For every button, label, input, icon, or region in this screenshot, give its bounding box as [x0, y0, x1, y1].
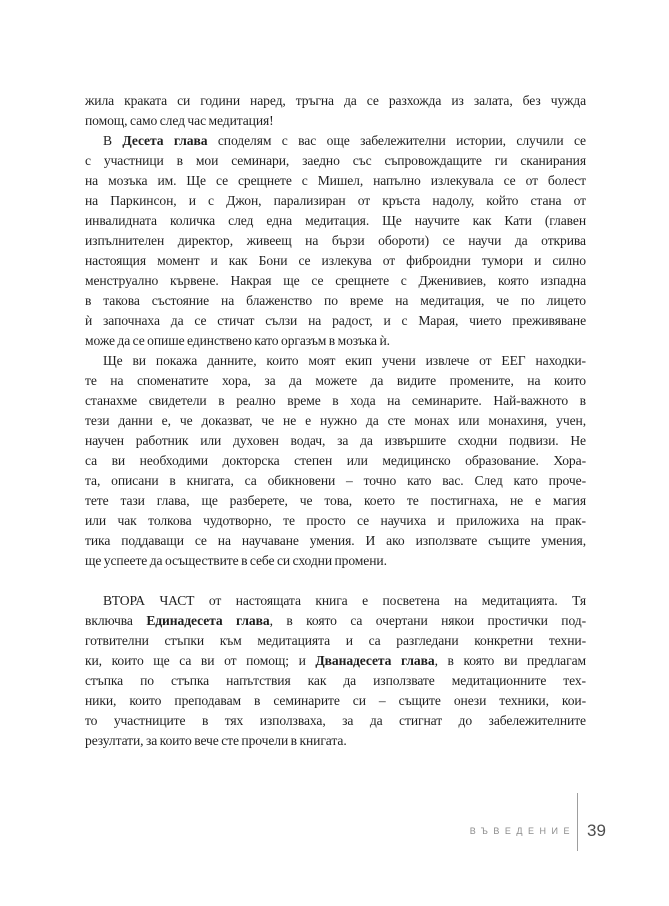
text-line — [85, 231, 586, 251]
text-line — [85, 651, 586, 671]
body-text: менструално кървене. Накрая ще се срещнете с Дженивиев, която изпадна — [85, 273, 586, 288]
text-line — [85, 511, 586, 531]
text-line — [85, 291, 586, 311]
page-number: 39 — [587, 821, 606, 840]
body-text: или чак толкова чудотворно, те просто се научиха и приложиха на прак- — [85, 513, 586, 528]
body-text: научен работник или духовен водач, за да извършите сходни подвизи. Не — [85, 433, 586, 448]
body-text: жила краката си години наред, тръгна да се разхожда из залата, без чужда — [85, 93, 586, 108]
body-text: те на споменатите хора, за да можете да видите промените, на които — [85, 373, 586, 388]
body-text: то участниците в тях използваха, за да стигнат до забележителните — [85, 713, 586, 728]
text-line — [85, 451, 586, 471]
body-text: в такова състояние на блаженство по време на медитация, че по лицето — [85, 293, 586, 308]
body-text: споделям с вас още забележителни истории, случили се — [207, 133, 586, 148]
text-line — [85, 111, 586, 131]
body-text: тика поддаващи се на научаване умения. И ако използвате същите умения, — [85, 533, 586, 548]
body-text: ѝ започнаха да се стичат сълзи на радост, и с Марая, чието преживяване — [85, 313, 586, 328]
text-line — [85, 331, 586, 351]
text-line — [85, 491, 586, 511]
text-line — [85, 471, 586, 491]
footer-divider — [577, 793, 578, 851]
body-text: са ви необходими докторска степен или медицинско образование. Хора- — [85, 453, 586, 468]
text-line — [85, 311, 586, 331]
body-text: включва — [85, 613, 147, 628]
text-line — [85, 671, 586, 691]
body-text: тези данни е, че доказват, че не е нужно да сте монах или монахиня, учен, — [85, 413, 586, 428]
body-text: , в която са очертани някои простички под- — [269, 613, 586, 628]
body-text: ВТОРА ЧАСТ от настоящата книга е посветена на медитацията. Тя — [103, 593, 586, 608]
text-line — [85, 631, 586, 651]
body-text: може да се опише единствено като оргазъм в мозъка ѝ. — [85, 333, 390, 348]
text-line — [85, 371, 586, 391]
footer-section-title: ВЪВЕДЕНИЕ — [469, 826, 575, 836]
text-line — [85, 251, 586, 271]
text-line — [85, 191, 586, 211]
body-text: настоящия момент и как Бони се излекува от фиброидни тумори и силно — [85, 253, 586, 268]
text-line — [85, 531, 586, 551]
text-line — [85, 171, 586, 191]
body-text: изпълнителен директор, живеещ на бързи обороти) се научи да открива — [85, 233, 586, 248]
body-text: ще успеете да осъществите в себе си сходни промени. — [85, 553, 387, 568]
text-line — [85, 211, 586, 231]
text-line — [85, 131, 586, 151]
text-line — [85, 411, 586, 431]
text-line — [85, 711, 586, 731]
bold-text: Дванадесета глава — [315, 653, 435, 668]
body-text: тете тази глава, ще разберете, че това, което те постигнаха, не е магия — [85, 493, 586, 508]
body-text: готвителни стъпки към медитацията и са разгледани конкретни техни- — [85, 633, 586, 648]
bold-text: Единадесета глава — [146, 613, 270, 628]
body-text: та, описани в книгата, са обикновени – точно като вас. След като проче- — [85, 473, 586, 488]
text-line — [85, 91, 586, 111]
text-line — [85, 351, 586, 371]
body-text: ки, които ще са ви от помощ; и — [85, 653, 316, 668]
text-line — [85, 551, 586, 571]
text-line — [85, 431, 586, 451]
body-text: с участници в мои семинари, заедно със съпровождащите ги сканирания — [85, 153, 586, 168]
page-text — [85, 91, 586, 751]
text-line — [85, 151, 586, 171]
text-line — [85, 591, 586, 611]
paragraph — [85, 351, 586, 571]
body-text: помощ, само след час медитация! — [85, 113, 274, 128]
body-text: на мозъка им. Ще се срещнете с Мишел, напълно излекувала се от болест — [85, 173, 586, 188]
body-text: станахме свидетели в реално време в хода на семинарите. Най-важното в — [85, 393, 586, 408]
bold-text: Десета глава — [122, 133, 208, 148]
paragraph — [85, 131, 586, 351]
body-text: резултати, за които вече сте прочели в книгата. — [85, 733, 347, 748]
paragraph — [85, 591, 586, 751]
body-text: , в която ви предлагам — [434, 653, 587, 668]
body-text: на Паркинсон, и с Джон, парализиран от кръста надолу, който стана от — [85, 193, 586, 208]
text-line — [85, 391, 586, 411]
paragraph — [85, 91, 586, 131]
body-text: стъпка по стъпка напътствия как да използвате медитационните тех- — [85, 673, 586, 688]
body-text: инвалидната количка след една медитация. Ще научите как Кати (главен — [85, 213, 586, 228]
body-text: ники, които преподавам в семинарите си – същите онези техники, кои- — [85, 693, 586, 708]
text-line — [85, 731, 586, 751]
text-line — [85, 691, 586, 711]
text-line — [85, 611, 586, 631]
text-line — [85, 271, 586, 291]
body-text: Ще ви покажа данните, които моят екип учени извлече от ЕЕГ находки- — [103, 353, 586, 368]
body-text: В — [103, 133, 123, 148]
